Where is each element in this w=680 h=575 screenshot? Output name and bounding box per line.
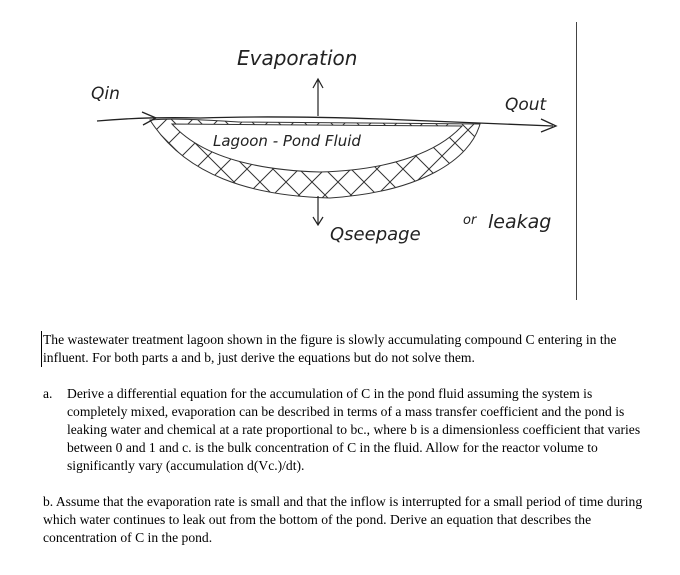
q-out-label: Qout [505, 95, 547, 115]
q-seepage-label: Qseepage [330, 224, 421, 245]
page-edge-line [576, 22, 577, 300]
evaporation-arrow [313, 79, 323, 116]
problem-intro: The wastewater treatment lagoon shown in the figure is slowly accumulating compound C entering in the influent. For both parts a and b, just derive the equations but do not solve them. [41, 331, 653, 367]
part-b-text: b. Assume that the evaporation rate is small and that the inflow is interrupted for a small period of time during which water continues to leak out from the bottom of the pond. Derive an equation that describes the concentration of C in the pond. [43, 494, 643, 545]
part-a-marker: a. [43, 386, 53, 401]
lagoon-label: Lagoon - Pond Fluid [213, 132, 361, 150]
seepage-arrow [313, 196, 323, 225]
part-a-text: Derive a differential equation for the accumulation of C in the pond fluid assuming the system is completely mixed, evaporation can be described in terms of a mass transfer coefficient and the pond is leaking water and chemical at a rate proportional to bc., where b is a dimensionless coefficient that varies between 0 and 1 and c. is the bulk concentration of C in the fluid. Allow for the reactor volume to significantly vary (accumulation d(Vc.)/dt). [67, 386, 641, 473]
evaporation-label: Evaporation [237, 46, 358, 70]
or-label: or [463, 213, 477, 228]
part-a [43, 385, 653, 475]
problem-text [43, 331, 653, 547]
leakage-label: leakag [488, 211, 552, 233]
q-in-label: Qin [91, 84, 120, 104]
